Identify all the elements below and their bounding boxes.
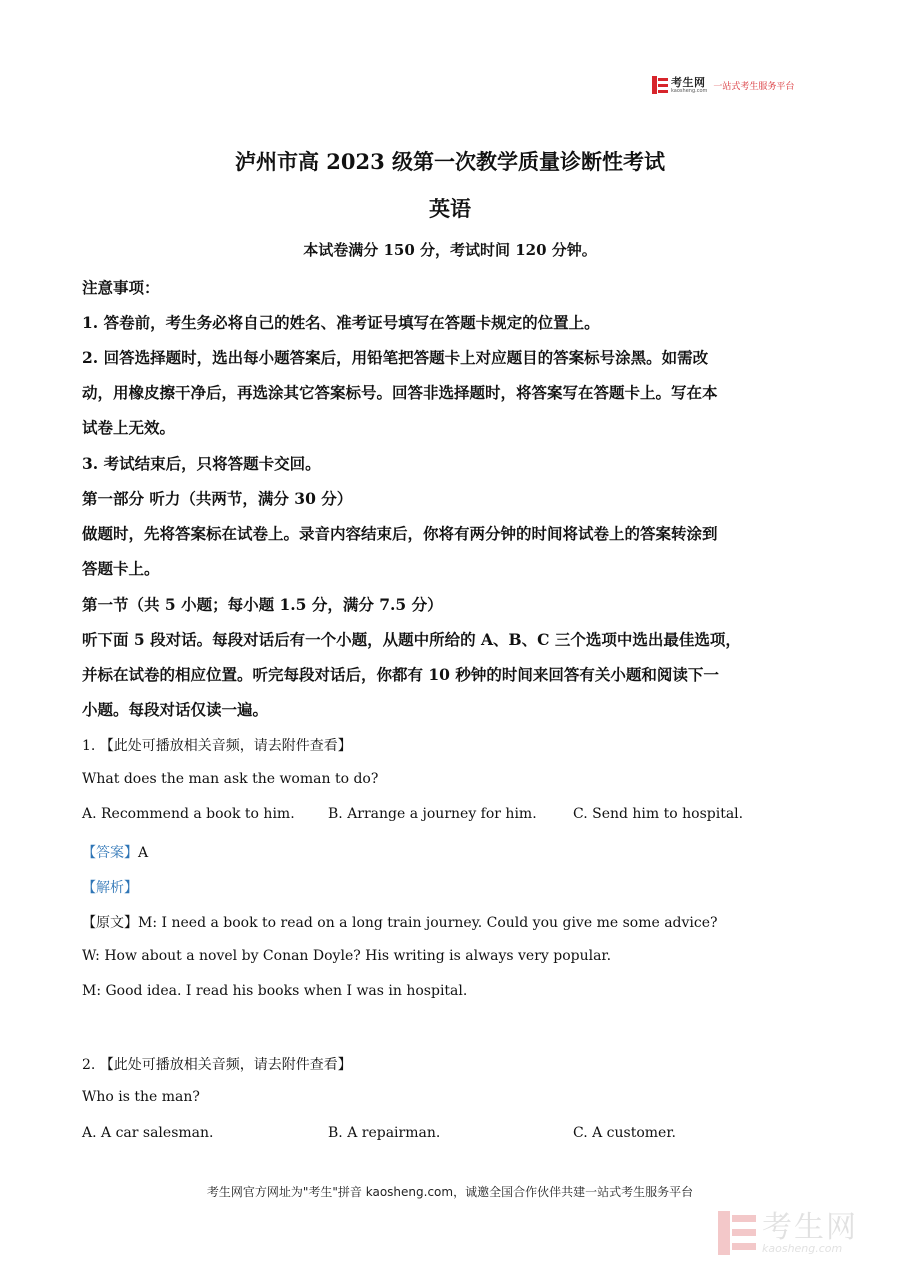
header-logo	[652, 74, 794, 96]
notes-item-2-line-1: 2. 回答选择题时，选出每小题答案后，用铅笔把答题卡上对应题目的答案标号涂黑。如需改	[82, 348, 709, 367]
q1-analysis-tag: 【解析】	[82, 880, 138, 896]
q2-audio-link[interactable]: 2. 【此处可播放相关音频，请去附件查看】	[82, 1057, 352, 1073]
part1-heading: 第一部分 听力（共两节，满分 30 分）	[82, 489, 353, 508]
q2-option-a: A. A car salesman.	[82, 1125, 214, 1141]
q2-question: Who is the man?	[82, 1089, 200, 1105]
q1-script-line-2: W: How about a novel by Conan Doyle? His writing is always very popular.	[82, 948, 612, 964]
q2-option-b: B. A repairman.	[328, 1125, 441, 1141]
q1-answer-row	[82, 842, 148, 862]
q1-question: What does the man ask the woman to do?	[82, 771, 379, 787]
q1-answer-value: A	[138, 845, 149, 861]
notes-heading: 注意事项：	[82, 278, 160, 297]
q2-option-c: C. A customer.	[573, 1125, 676, 1141]
subject-title: 英语	[429, 196, 471, 221]
footer-watermark	[718, 1210, 858, 1256]
watermark-name: 考生网	[762, 1209, 858, 1245]
q1-script-text-1: M: I need a book to read on a long train journey. Could you give me some advice?	[138, 915, 718, 931]
q1-original-tag: 【原文】	[82, 915, 138, 931]
header-slogan: 一站式考生服务平台	[713, 81, 795, 92]
notes-item-2-line-3: 试卷上无效。	[82, 418, 176, 437]
q1-audio-link[interactable]: 1. 【此处可播放相关音频，请去附件查看】	[82, 738, 352, 754]
q1-script-line-3: M: Good idea. I read his books when I was in hospital.	[82, 983, 468, 999]
watermark-url: kaosheng.com	[762, 1241, 843, 1255]
q1-answer-tag: 【答案】	[82, 845, 138, 861]
section1-desc-line-3: 小题。每段对话仅读一遍。	[82, 700, 269, 719]
notes-item-3: 3. 考试结束后，只将答题卡交回。	[82, 454, 321, 473]
kaosheng-watermark-icon	[718, 1211, 756, 1255]
section1-desc-line-1: 听下面 5 段对话。每段对话后有一个小题，从题中所给的 A、B、C 三个选项中选出最佳选项，	[82, 630, 741, 649]
footer-text: 考生网官方网址为"考生"拼音 kaosheng.com，诚邀全国合作伙伴共建一站式考生服务平台	[206, 1185, 694, 1199]
exam-title: 泸州市高 2023 级第一次教学质量诊断性考试	[234, 149, 666, 174]
part1-desc-line-1: 做题时，先将答案标在试卷上。录音内容结束后，你将有两分钟的时间将试卷上的答案转涂到	[82, 524, 718, 543]
notes-item-1: 1. 答卷前，考生务必将自己的姓名、准考证号填写在答题卡规定的位置上。	[82, 313, 600, 332]
logo-url: kaosheng.com	[671, 87, 708, 94]
section1-heading: 第一节（共 5 小题；每小题 1.5 分，满分 7.5 分）	[82, 595, 443, 614]
q1-script-line-1	[82, 912, 718, 932]
q1-option-c: C. Send him to hospital.	[573, 806, 744, 822]
section1-desc-line-2: 并标在试卷的相应位置。听完每段对话后，你都有 10 秒钟的时间来回答有关小题和阅读下一	[82, 665, 719, 684]
notes-item-2-line-2: 动，用橡皮擦干净后，再选涂其它答案标号。回答非选择题时，将答案写在答题卡上。写在本	[82, 383, 718, 402]
logo-name: 考生网	[671, 75, 706, 89]
q1-option-a: A. Recommend a book to him.	[82, 806, 295, 822]
q1-option-b: B. Arrange a journey for him.	[328, 806, 537, 822]
exam-info: 本试卷满分 150 分，考试时间 120 分钟。	[303, 241, 597, 259]
kaosheng-logo-icon	[652, 76, 668, 94]
part1-desc-line-2: 答题卡上。	[82, 559, 160, 578]
